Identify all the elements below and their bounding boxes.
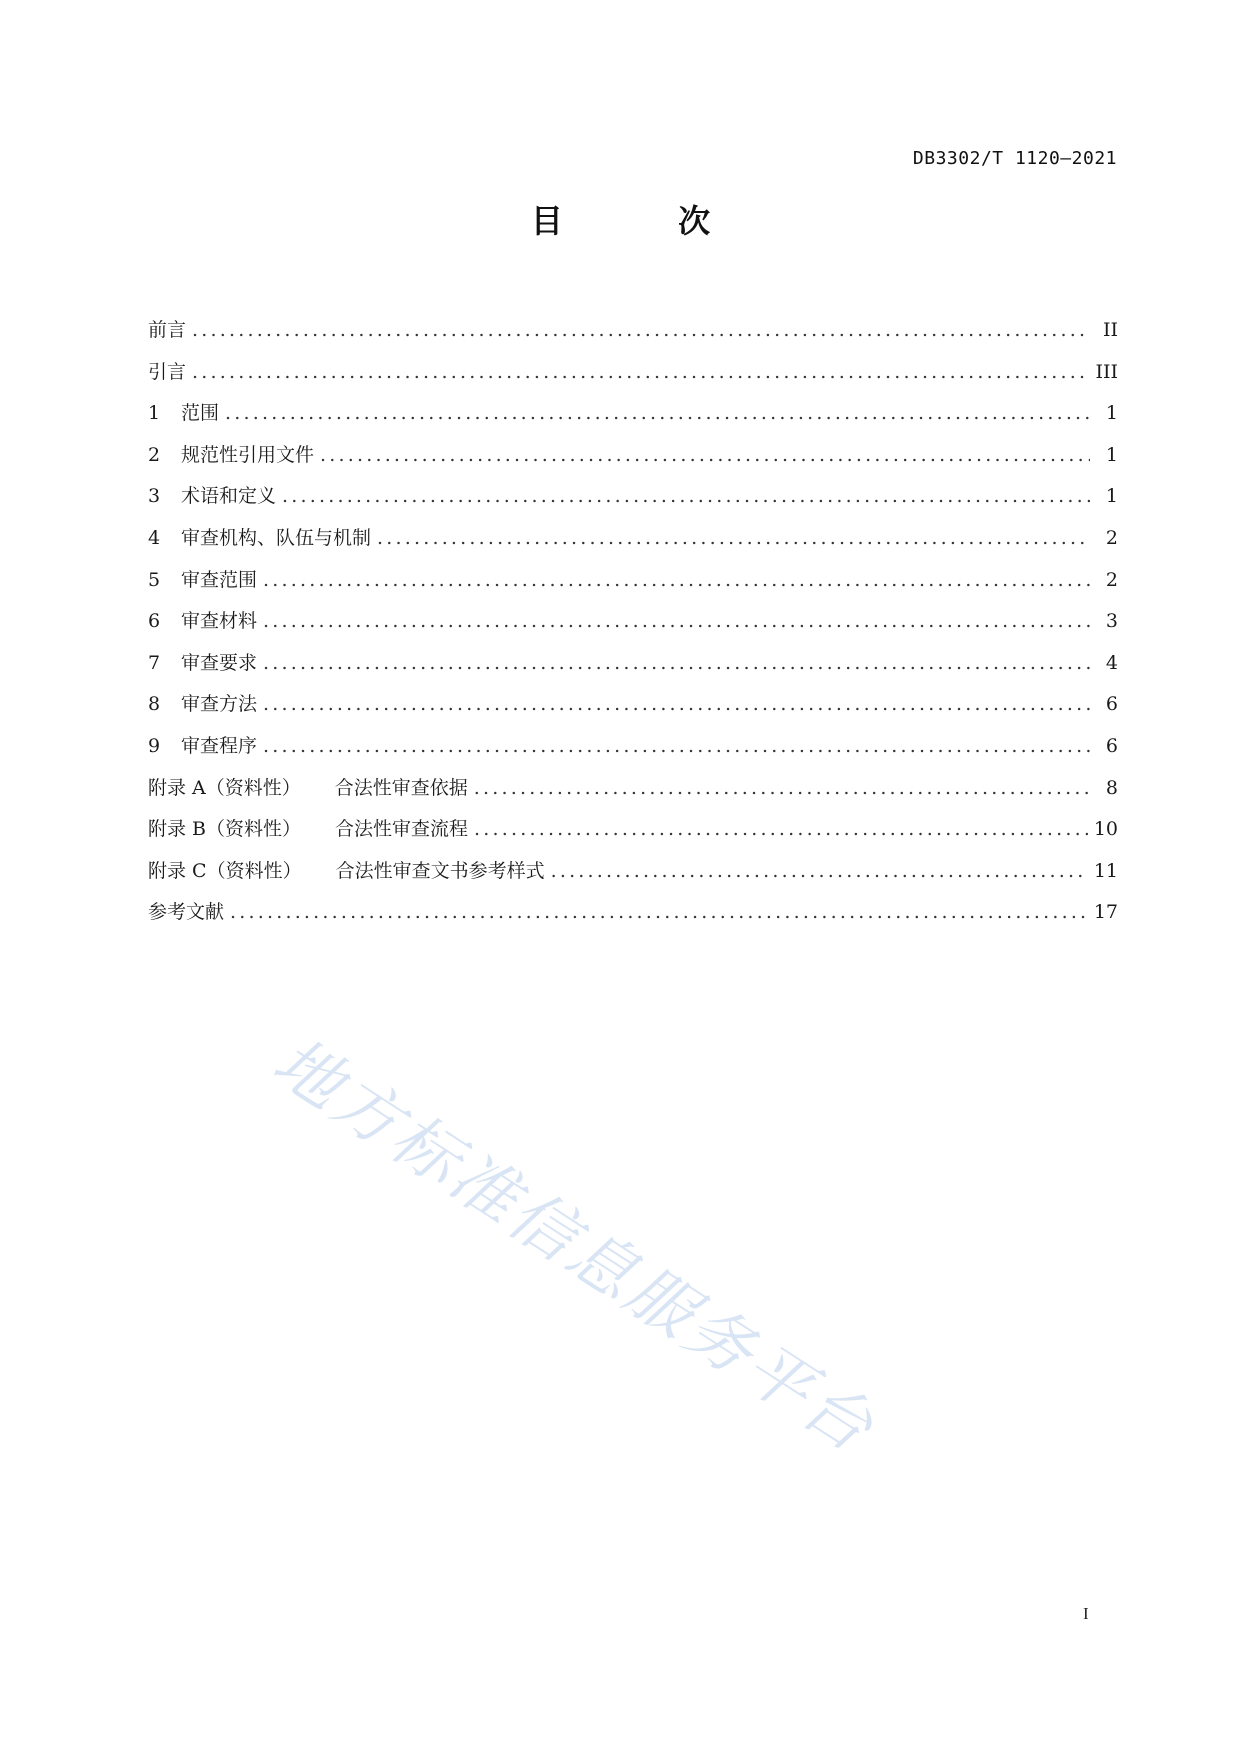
toc-entry-title: 引言 — [148, 360, 187, 383]
toc-entry-8[interactable] — [148, 684, 1118, 726]
toc-entry-appendix-a[interactable] — [148, 768, 1118, 810]
toc-leader-dots — [230, 892, 1088, 934]
toc-entry-number: 5 — [148, 568, 161, 591]
toc-entry-title: 审查材料 — [181, 610, 258, 633]
page-number: I — [1083, 1604, 1089, 1623]
toc-entry-page: 11 — [1093, 859, 1118, 882]
standard-code: DB3302/T 1120—2021 — [912, 148, 1117, 169]
toc-leader-dots — [474, 809, 1088, 851]
toc-leader-dots — [551, 851, 1088, 893]
page-title: 目 次 — [530, 202, 763, 240]
toc-entry-title: 审查范围 — [181, 568, 258, 591]
toc-entry-appendix-b[interactable] — [148, 809, 1118, 851]
toc-entry-introduction[interactable] — [148, 352, 1118, 394]
toc-entry-page: 17 — [1093, 901, 1118, 924]
toc-entry-1[interactable] — [148, 393, 1118, 435]
toc-leader-dots — [192, 352, 1089, 394]
toc-entry-title: 参考文献 — [148, 901, 225, 924]
toc-entry-page: II — [1102, 319, 1118, 341]
toc-leader-dots — [263, 726, 1090, 768]
table-of-contents — [148, 310, 1118, 934]
toc-entry-page: 1 — [1105, 485, 1118, 508]
toc-entry-number: 4 — [148, 526, 161, 549]
toc-entry-title: 审查要求 — [181, 651, 258, 674]
toc-leader-dots — [377, 518, 1090, 560]
toc-leader-dots — [263, 684, 1090, 726]
toc-leader-dots — [474, 768, 1090, 810]
toc-entry-title: 审查程序 — [181, 734, 258, 757]
toc-entry-page: 1 — [1105, 402, 1118, 425]
toc-entry-3[interactable] — [148, 476, 1118, 518]
toc-entry-page: 10 — [1093, 818, 1118, 841]
toc-leader-dots — [263, 643, 1090, 685]
toc-entry-page: 4 — [1105, 651, 1118, 674]
toc-entry-7[interactable] — [148, 643, 1118, 685]
toc-leader-dots — [263, 560, 1090, 602]
watermark: 地方标准信息服务平台 — [259, 1022, 889, 1469]
toc-entry-page: 2 — [1105, 568, 1118, 591]
toc-entry-4[interactable] — [148, 518, 1118, 560]
toc-entry-6[interactable] — [148, 601, 1118, 643]
toc-entry-page: 1 — [1105, 443, 1118, 466]
toc-entry-2[interactable] — [148, 435, 1118, 477]
toc-entry-page: III — [1095, 360, 1118, 383]
toc-entry-title: 审查机构、队伍与机制 — [181, 526, 372, 549]
toc-entry-prefix: 附录 B（资料性） — [148, 818, 302, 841]
toc-leader-dots — [320, 435, 1090, 477]
toc-entry-page: 2 — [1105, 526, 1118, 549]
toc-entry-number: 3 — [148, 485, 161, 508]
toc-entry-prefix: 附录 A（资料性） — [148, 776, 301, 799]
toc-entry-title: 审查方法 — [181, 693, 258, 716]
toc-entry-page: 3 — [1105, 610, 1118, 633]
toc-entry-title: 规范性引用文件 — [181, 443, 315, 466]
toc-entry-title: 合法性审查依据 — [334, 776, 468, 799]
toc-entry-title: 前言 — [148, 319, 187, 341]
toc-entry-page: 8 — [1105, 776, 1118, 799]
toc-entry-page: 6 — [1105, 734, 1118, 757]
toc-entry-9[interactable] — [148, 726, 1118, 768]
toc-entry-number: 6 — [148, 610, 161, 633]
toc-entry-number: 2 — [148, 443, 161, 466]
toc-entry-title: 术语和定义 — [181, 485, 277, 508]
toc-leader-dots — [282, 476, 1090, 518]
toc-entry-prefix: 附录 C（资料性） — [148, 859, 302, 882]
toc-entry-appendix-c[interactable] — [148, 851, 1118, 893]
toc-entry-number: 7 — [148, 651, 161, 674]
toc-entry-number: 9 — [148, 734, 161, 757]
toc-entry-title: 合法性审查文书参考样式 — [335, 859, 545, 882]
toc-entry-number: 1 — [148, 402, 161, 425]
toc-entry-number: 8 — [148, 693, 161, 716]
toc-entry-references[interactable] — [148, 892, 1118, 934]
toc-entry-foreword[interactable] — [148, 310, 1118, 352]
toc-entry-5[interactable] — [148, 560, 1118, 602]
toc-entry-title: 范围 — [181, 402, 220, 425]
toc-leader-dots — [225, 393, 1090, 435]
toc-leader-dots — [192, 310, 1090, 352]
toc-entry-title: 合法性审查流程 — [335, 818, 469, 841]
toc-entry-page: 6 — [1105, 693, 1118, 716]
toc-leader-dots — [263, 601, 1090, 643]
